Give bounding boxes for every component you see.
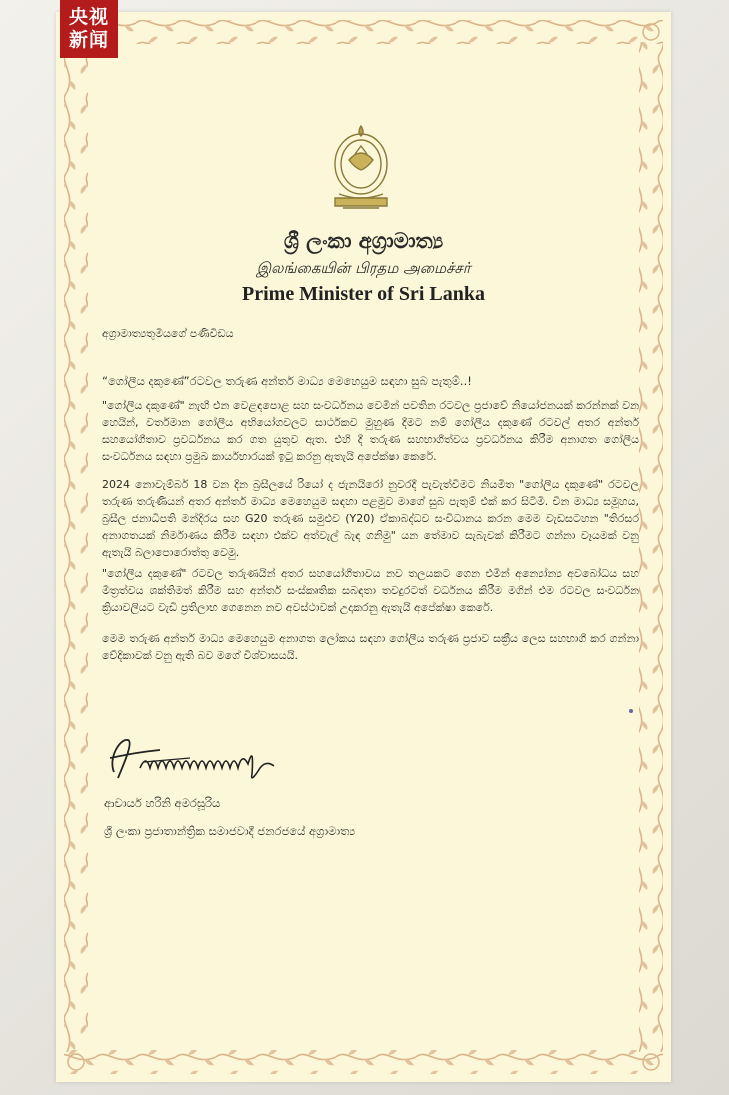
ink-dot [629, 709, 633, 713]
signatory-title: ශ්‍රී ලංකා ප්‍රජාතාන්ත්‍රික සමාජවාදී ජනරජයේ අග්‍රාමාත්‍ය [104, 824, 356, 838]
letter-paragraph-1: "ගෝලීය දකුණේ" නැඟී එන වෙළඳපොළ සහ සංවර්ධනය වෙමින් පවතින රටවල ප්‍රජාවේ නියෝජනයක් කරන්නක් වන හෙයින්, වර්තමාන ගෝලීය අභියෝගවලට සාර්ථකව මුහුණ දීමට නම් ගෝලීය දකුණේ රටවල් අතර අන්තර් සහයෝගීතාව ප්‍රවර්ධනය කර ගත යුතුව ඇත. එහි දී තරුණ සහභාගීත්වය ප්‍රවර්ධනය කිරීම අනාගත ගෝලීය සංවර්ධනය සඳහා ප්‍රමුඛ කාර්යභාරයක් ඉටු කරනු ඇතැයි අපේක්ෂා කෙරේ. [102, 399, 639, 463]
sri-lanka-emblem-icon [325, 120, 397, 216]
letter-paragraph-3: "ගෝලීය දකුණේ" රටවල තරුණයින් අතර සහයෝගීතාවය නව තලයකට ගෙන එමින් අන්‍යෝන්‍ය අවබෝධය සහ මිත්‍රත්වය ශක්තිමත් කිරීම සහ අන්තර් සංස්කෘතික සබඳතා තවදුරටත් වර්ධනය කිරීම මගින් එම රටවල සංවර්ධන ක්‍රියාවලියට වැඩි ප්‍රතිලාභ ගෙනෙන නව අවස්ථාවක් උදාකරනු ඇතැයි අපේක්ෂා කෙරේ. [102, 567, 639, 614]
header-english-title: Prime Minister of Sri Lanka [242, 283, 485, 305]
signature [100, 728, 305, 788]
letter-paragraph-4: මෙම තරුණ අන්තර් මාධ්‍ය මෙහෙයුම අනාගත ලෝකය සඳහා ගෝලීය තරුණ ප්‍රජාව සක්‍රීය ලෙස සහභාගී කර ගන්නා වේදිකාවක් වනු ඇති බව මගේ විශ්වාසයයි. [102, 632, 639, 662]
cctv-news-logo [60, 0, 118, 58]
header-sinhala-title: ශ්‍රී ලංකා අග්‍රාමාත්‍ය [283, 228, 444, 253]
letter-salutation: අග්‍රාමාත්‍යතුමියගේ පණිවිඩය [102, 327, 234, 340]
letter-paragraph-2: 2024 නොවැම්බර් 18 වන දින බ්‍රසීලයේ රියෝ ද ජැනයිරෝ නුවරදී පැවැත්වීමට නියමිත "ගෝලීය දකුණේ" රටවල තරුණ තරුණියන් අතර අන්තර් මාධ්‍ය මෙහෙයුම සඳහා පළමුව මාගේ සුබ පැතුම් එක් කර සිටිමි. චීන මාධ්‍ය සමූහය, බ්‍රසීල ජනාධිපති මන්දිරය සහ G20 තරුණ සමුළුව (Y20) ඒකාබද්ධව සංවිධානය කරන මෙම වැඩසටහන "තිරසර අනාගතයක් නිර්මාණය කිරීම සඳහා එක්ව අත්වැල් බැඳ ගනිමු" යන තේමාව සැබැවක් කිරීමට ගන්නා වෑයමක් වනු ඇතැයි බලාපොරොත්තු වෙමු. [102, 478, 639, 559]
signatory-name: ආචාර්ය හරිනි අමරසූරිය [104, 796, 221, 810]
logo-line-2: 新闻 [68, 29, 109, 51]
logo-line-1: 央视 [68, 6, 109, 28]
header-tamil-title: இலங்கையின் பிரதம அமைச்சர் [256, 259, 471, 277]
letter-subject: “ගෝලීය දකුණේ”රටවල තරුණ අන්තර් මාධ්‍ය මෙහෙයුම සඳහා සුබ පැතුම්..! [102, 374, 472, 388]
